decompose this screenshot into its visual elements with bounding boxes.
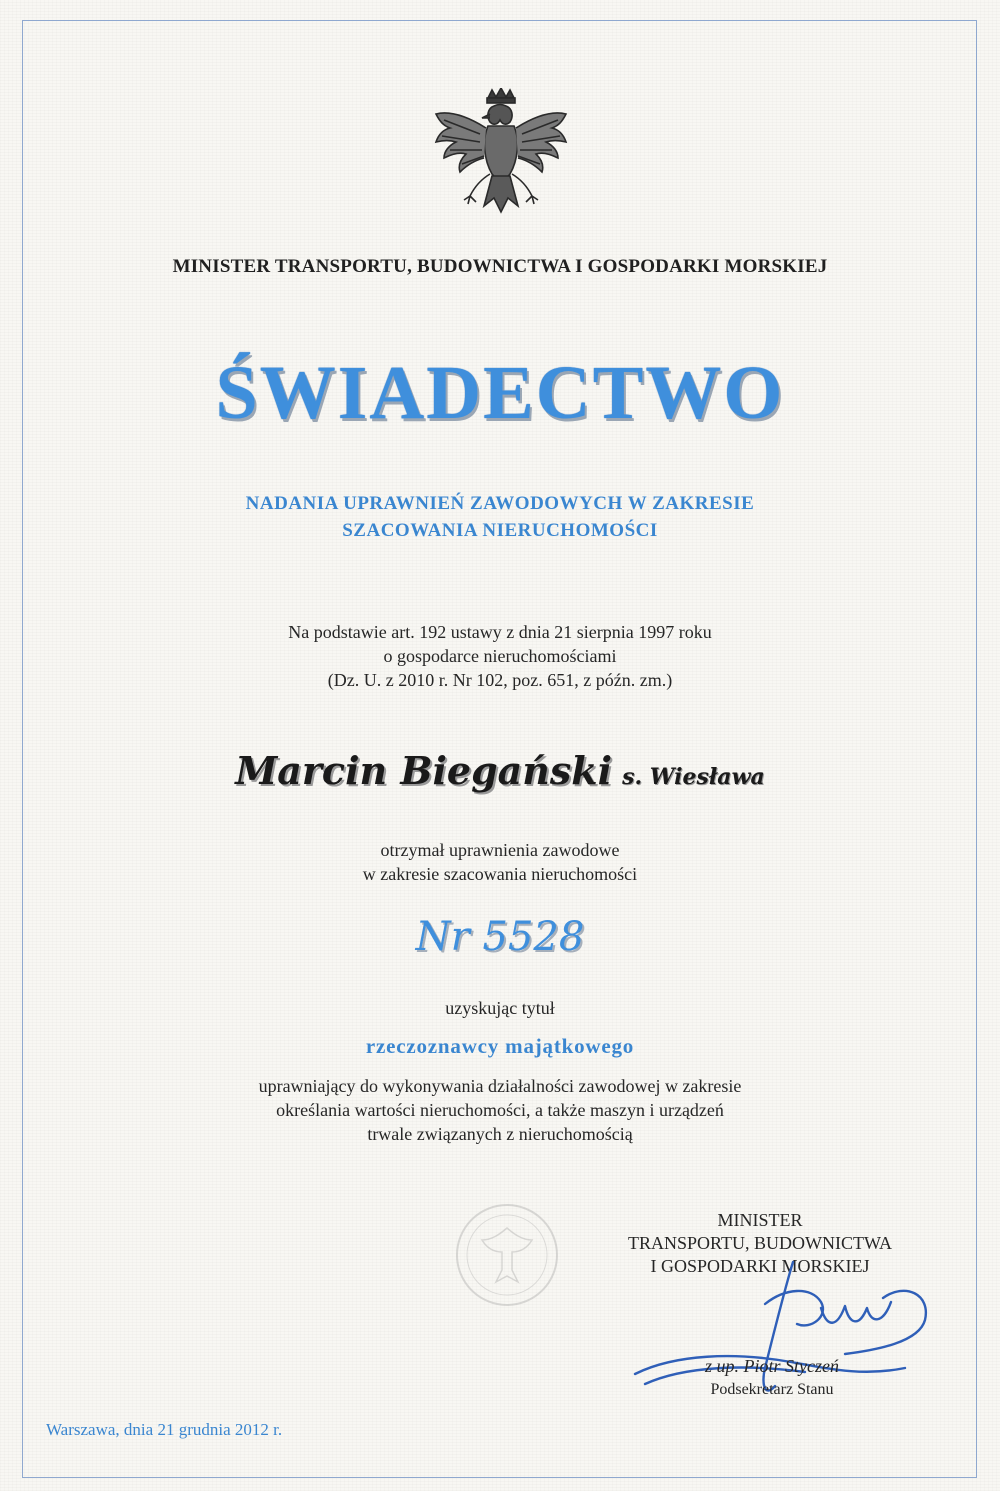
profession-title: rzeczoznawcy majątkowego [365,1034,635,1058]
signer-role: Podsekretarz Stanu [710,1381,834,1398]
legal-basis-line: Na podstawie art. 192 ustawy z dnia 21 sierpnia 1997 roku [288,622,712,642]
received-statement [0,838,1000,886]
embossed-seal-icon [452,1200,562,1310]
signature-block-line: I GOSPODARKI MORSKIEJ [650,1256,870,1276]
signer-name: z up. Piotr Styczeń [705,1356,839,1376]
signature-block-line: MINISTER [717,1210,803,1230]
certificate-number: Nr 5528 [415,914,585,960]
obtaining-title-text: uzyskując tytuł [445,998,555,1018]
holder-patronymic: s. Wiesława [622,764,765,790]
ministry-heading: MINISTER TRANSPORTU, BUDOWNICTWA I GOSPODARKI MORSKIEJ [172,256,828,277]
certificate-subtitle-line-2: SZACOWANIA NIERUCHOMOŚCI [342,520,658,541]
place-and-date: Warszawa, dnia 21 grudnia 2012 r. [46,1420,283,1439]
polish-eagle-emblem-icon [430,88,572,228]
signature-block-line: TRANSPORTU, BUDOWNICTWA [628,1233,892,1253]
legal-basis-line: (Dz. U. z 2010 r. Nr 102, poz. 651, z późn. zm.) [327,670,673,690]
holder-name-line [0,748,1000,793]
legal-basis [0,620,1000,692]
received-line: otrzymał uprawnienia zawodowe [380,840,620,860]
holder-name: Marcin Biegański [235,748,613,793]
legal-basis-line: o gospodarce nieruchomościami [383,646,617,666]
scope-statement [0,1074,1000,1146]
received-line: w zakresie szacowania nieruchomości [362,864,638,884]
scope-line: uprawniający do wykonywania działalności zawodowej w zakresie [258,1076,742,1096]
certificate-subtitle-line-1: NADANIA UPRAWNIEŃ ZAWODOWYCH W ZAKRESIE [245,493,755,514]
certificate-title: ŚWIADECTWO [215,351,785,435]
scope-line: określania wartości nieruchomości, a także maszyn i urządzeń [276,1100,724,1120]
scope-line: trwale związanych z nieruchomością [367,1124,633,1144]
